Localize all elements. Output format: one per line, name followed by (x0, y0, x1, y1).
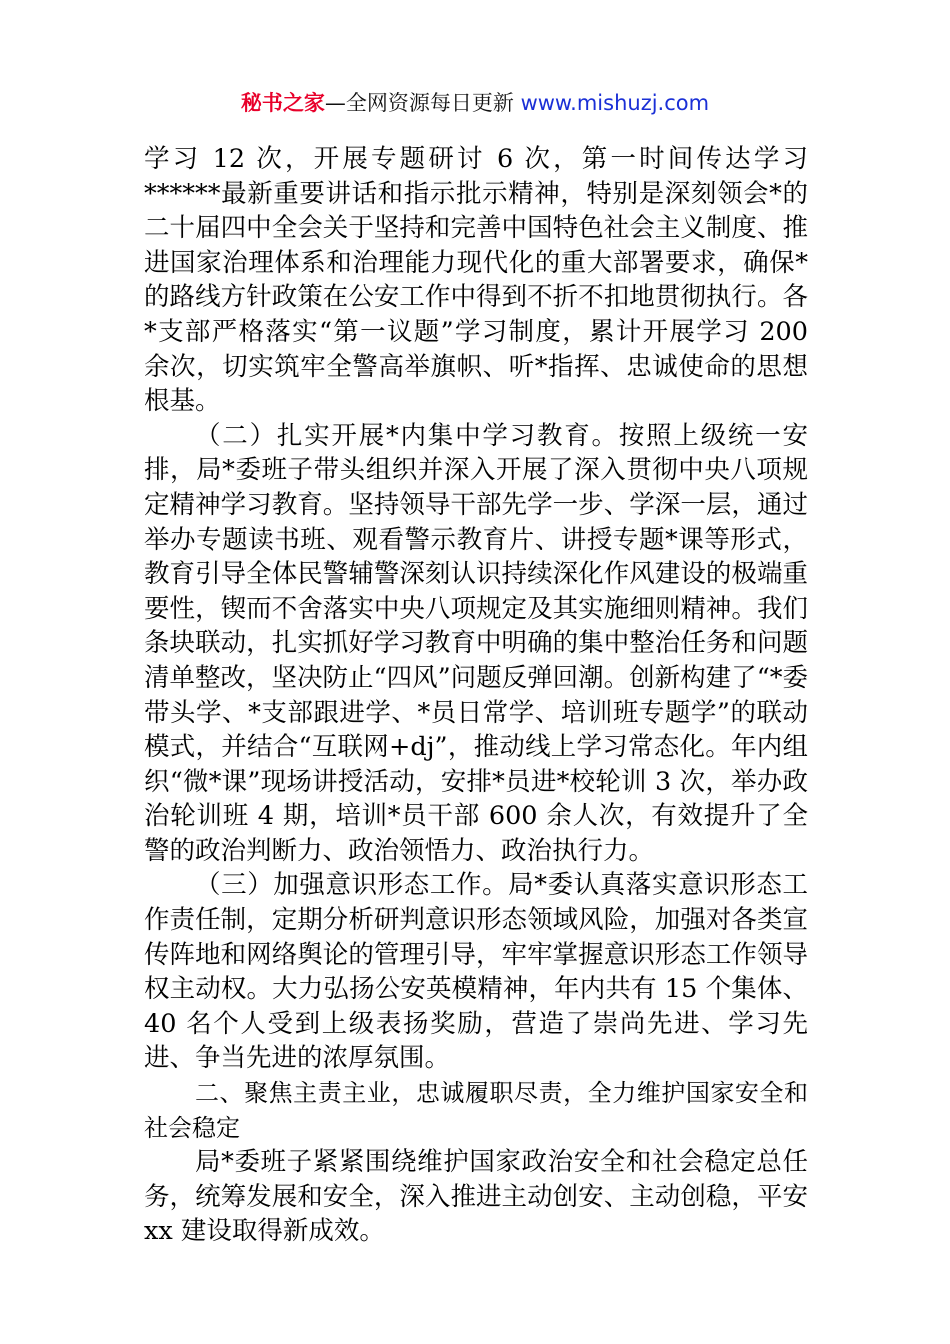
paragraph-section-3: （三）加强意识形态工作。局*委认真落实意识形态工作责任制，定期分析研判意识形态领域风险，加强对各类宣传阵地和网络舆论的管理引导，牢牢掌握意识形态工作领导权主动权。大力弘扬公安英模精神，年内共有 15 个集体、40 名个人受到上级表扬奖励，营造了崇尚先进、学习先进、争当先进的浓厚氛围。 (144, 870, 808, 1074)
document-body (144, 142, 808, 1249)
header-url-link[interactable]: www.mishuzj.com (520, 91, 710, 115)
paragraph-continued: 学习 12 次，开展专题研讨 6 次，第一时间传达学习******最新重要讲话和指示批示精神，特别是深刻领会*的二十届四中全会关于坚持和完善中国特色社会主义制度、推进国家治理体系和治理能力现代化的重大部署要求，确保*的路线方针政策在公安工作中得到不折不扣地贯彻执行。各*支部严格落实“第一议题”学习制度，累计开展学习 200 余次，切实筑牢全警高举旗帜、听*指挥、忠诚使命的思想根基。 (144, 144, 808, 417)
section-heading: 二、聚焦主责主业，忠诚履职尽责，全力维护国家安全和社会稳定 (144, 1079, 808, 1142)
header-brand: 秘书之家 (240, 91, 325, 115)
paragraph-section-2: （二）扎实开展*内集中学习教育。按照上级统一安排，局*委班子带头组织并深入开展了深入贯彻中央八项规定精神学习教育。坚持领导干部先学一步、学深一层，通过举办专题读书班、观看警示教育片、讲授专题*课等形式，教育引导全体民警辅警深刻认识持续深化作风建设的极端重要性，锲而不舍落实中央八项规定及其实施细则精神。我们条块联动，扎实抓好学习教育中明确的集中整治任务和问题清单整改，坚决防止“四风”问题反弹回潮。创新构建了“*委带头学、*支部跟进学、*员日常学、培训班专题学”的联动模式，并结合“互联网+dj”，推动线上学习常态化。年内组织“微*课”现场讲授活动，安排*员进*校轮训 3 次，举办政治轮训班 4 期，培训*员干部 600 余人次，有效提升了全警的政治判断力、政治领悟力、政治执行力。 (144, 420, 808, 866)
paragraph-section-intro: 局*委班子紧紧围绕维护国家政治安全和社会稳定总任务，统筹发展和安全，深入推进主动创安、主动创稳，平安 xx 建设取得新成效。 (144, 1147, 808, 1247)
site-header (0, 88, 950, 118)
header-tagline: —全网资源每日更新 (324, 91, 514, 115)
